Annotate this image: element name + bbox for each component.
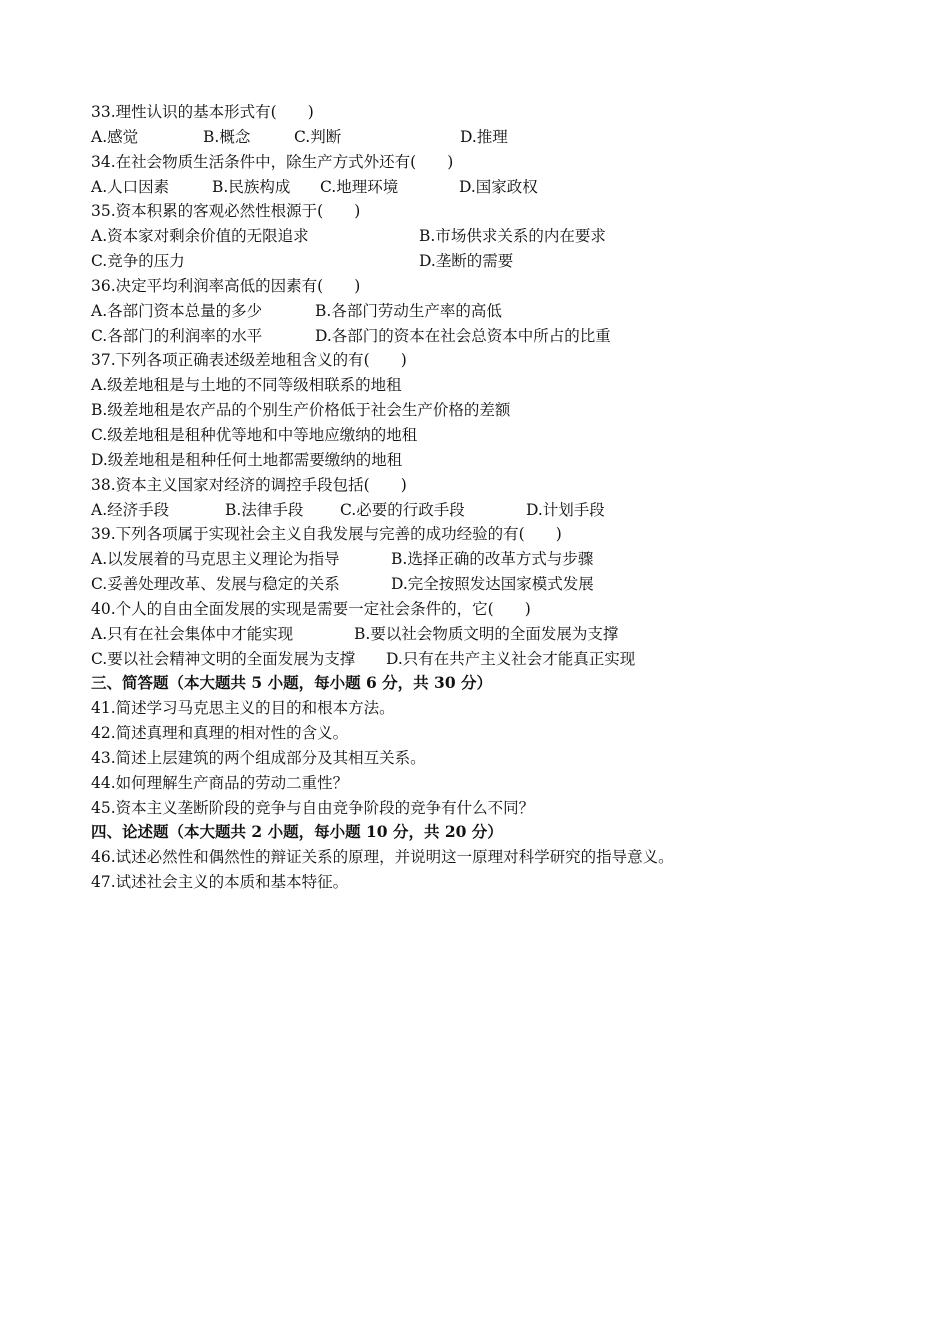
exam-page <box>91 100 891 895</box>
option-row <box>91 373 891 398</box>
option: B.选择正确的改革方式与步骤 <box>391 550 594 569</box>
option: A.经济手段 <box>91 500 170 519</box>
option-row <box>91 224 891 249</box>
question-item: 41.简述学习马克思主义的目的和根本方法。 <box>91 699 395 718</box>
question-stem: 37.下列各项正确表述级差地租含义的有( ) <box>91 351 407 370</box>
question-stem: 38.资本主义国家对经济的调控手段包括( ) <box>91 475 407 494</box>
option-row <box>91 324 891 349</box>
option: C.判断 <box>294 127 342 146</box>
option: D.只有在共产主义社会才能真正实现 <box>386 649 636 668</box>
option: A.以发展着的马克思主义理论为指导 <box>91 550 340 569</box>
option: C.妥善处理改革、发展与稳定的关系 <box>91 575 340 594</box>
option-row <box>91 572 891 597</box>
question-stem: 33.理性认识的基本形式有( ) <box>91 103 314 121</box>
option: A.各部门资本总量的多少 <box>91 301 263 320</box>
option: A.人口因素 <box>91 177 170 196</box>
option: B.各部门劳动生产率的高低 <box>315 301 502 320</box>
option: D.计划手段 <box>526 500 605 519</box>
question-stem: 39.下列各项属于实现社会主义自我发展与完善的成功经验的有( ) <box>91 525 562 544</box>
option: D.国家政权 <box>459 177 538 196</box>
option-row <box>91 423 891 448</box>
option: B.级差地租是农产品的个别生产价格低于社会生产价格的差额 <box>91 401 511 420</box>
question-stem: 36.决定平均利润率高低的因素有( ) <box>91 276 361 295</box>
option: D.各部门的资本在社会总资本中所占的比重 <box>315 326 611 345</box>
question-item: 44.如何理解生产商品的劳动二重性？ <box>91 773 349 792</box>
option-row <box>91 647 891 672</box>
option: B.要以社会物质文明的全面发展为支撑 <box>354 624 619 643</box>
option: B.民族构成 <box>212 177 291 196</box>
option: C.级差地租是租种优等地和中等地应缴纳的地租 <box>91 425 418 444</box>
option-row <box>91 622 891 647</box>
option: A.感觉 <box>91 127 139 146</box>
option: A.资本家对剩余价值的无限追求 <box>91 227 309 246</box>
question-item: 43.简述上层建筑的两个组成部分及其相互关系。 <box>91 748 426 767</box>
option-row <box>91 398 891 423</box>
option: D.级差地租是租种任何土地都需要缴纳的地租 <box>91 450 403 469</box>
question-stem: 35.资本积累的客观必然性根源于( ) <box>91 202 361 221</box>
question-item: 46.试述必然性和偶然性的辩证关系的原理，并说明这一原理对科学研究的指导意义。 <box>91 848 674 867</box>
option: B.市场供求关系的内在要求 <box>419 227 606 246</box>
option-row <box>91 547 891 572</box>
option: D.完全按照发达国家模式发展 <box>391 575 594 594</box>
option: B.概念 <box>203 127 251 146</box>
option: B.法律手段 <box>225 500 304 519</box>
option: D.推理 <box>460 127 508 146</box>
option-row <box>91 249 891 274</box>
option: D.垄断的需要 <box>419 252 514 271</box>
question-item: 47.试述社会主义的本质和基本特征。 <box>91 873 349 892</box>
option-row <box>91 125 891 150</box>
question-item: 45.资本主义垄断阶段的竞争与自由竞争阶段的竞争有什么不同？ <box>91 798 535 817</box>
option: C.各部门的利润率的水平 <box>91 326 263 345</box>
option-row <box>91 175 891 200</box>
option-row <box>91 498 891 523</box>
question-item: 42.简述真理和真理的相对性的含义。 <box>91 724 349 743</box>
option: C.要以社会精神文明的全面发展为支撑 <box>91 649 356 668</box>
question-stem: 40.个人的自由全面发展的实现是需要一定社会条件的，它( ) <box>91 599 531 618</box>
option: C.地理环境 <box>320 177 399 196</box>
option-row <box>91 299 891 324</box>
question-stem: 34.在社会物质生活条件中，除生产方式外还有( ) <box>91 152 454 171</box>
option-row <box>91 448 891 473</box>
option: C.竞争的压力 <box>91 252 185 271</box>
option: A.级差地租是与土地的不同等级相联系的地租 <box>91 376 402 395</box>
section-heading: 三、简答题（本大题共 5 小题，每小题 6 分，共 30 分） <box>91 673 493 693</box>
section-heading: 四、论述题（本大题共 2 小题，每小题 10 分，共 20 分） <box>91 822 503 842</box>
option: A.只有在社会集体中才能实现 <box>91 624 294 643</box>
option: C.必要的行政手段 <box>340 500 465 519</box>
